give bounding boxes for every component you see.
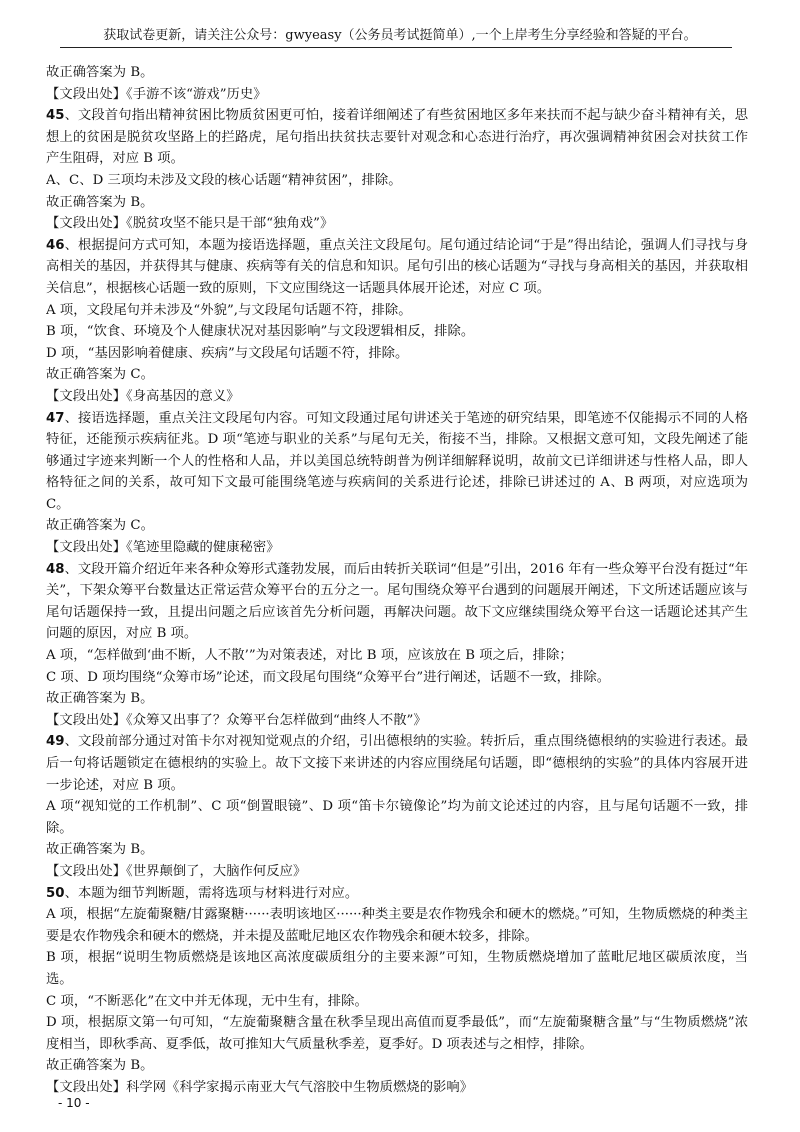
paragraph-text: 、文段前部分通过对笛卡尔对视知觉观点的介绍，引出德根纳的实验。转折后，重点围绕德根纳的实验进行表述。最后一句将话题锁定在德根纳的实验上。故下文接下来讲述的内容应围绕尾句话题，即“德根纳的实验”的具体内容展开进一步论述，对应 B 项。: [46, 734, 748, 793]
text-line: [46, 839, 748, 861]
paragraph-text: 故正确答案为 C。: [46, 518, 154, 534]
question-number: 50: [46, 885, 65, 901]
paragraph-text: C 项，“不断恶化”在文中并无体现，无中生有，排除。: [46, 993, 368, 1009]
text-line: [46, 170, 748, 192]
document-body: [46, 62, 748, 1099]
text-line: [46, 300, 748, 322]
paragraph-text: 故正确答案为 B。: [46, 842, 154, 858]
text-line: [46, 991, 748, 1013]
paragraph-text: 故正确答案为 B。: [46, 194, 154, 210]
paragraph-text: D 项，“基因影响着健康、疾病”与文段尾句话题不符，排除。: [46, 345, 409, 361]
text-line: [46, 1055, 748, 1077]
text-line: [46, 192, 748, 214]
question-number: 47: [46, 410, 65, 426]
question-number: 46: [46, 237, 65, 253]
question-number: 45: [46, 108, 65, 124]
header-text: 获取试卷更新，请关注公众号：gwyeasy（公务员考试挺简单）,一个上岸考生分享经验和答疑的平台。: [103, 28, 697, 43]
text-line: [46, 667, 748, 689]
page-header: [60, 27, 740, 49]
paragraph-text: 故正确答案为 B。: [46, 65, 154, 80]
paragraph-text: A 项，文段尾句并未涉及“外貌”,与文段尾句话题不符，排除。: [46, 302, 412, 318]
text-line: [46, 364, 748, 386]
paragraph-text: 故正确答案为 C。: [46, 367, 154, 383]
question-paragraph: [46, 235, 748, 300]
question-number: 48: [46, 561, 65, 577]
question-paragraph: [46, 731, 748, 796]
paragraph-text: 【文段出处】科学网《科学家揭示南亚大气气溶胶中生物质燃烧的影响》: [46, 1079, 474, 1095]
text-paragraph: [46, 947, 748, 990]
page-number: - 10 -: [58, 1096, 90, 1110]
text-line: [46, 688, 748, 710]
paragraph-text: 、接语选择题，重点关注文段尾句内容。可知文段通过尾句讲述关于笔迹的研究结果，即笔迹不仅能揭示不同的人格特征，还能预示疾病征兆。D 项“笔迹与职业的关系”与尾句无关，衔接不当，排除。又根据文意可知，文段先阐述了能够通过字迹来判断一个人的性格和人品，并以美国总统特朗普为例详细解释说明，故前文已详细讲述与性格人品，即人格特征之间的关系，故可知下文最可能围绕笔迹与疾病间的关系进行论述，排除已讲述过的 A、B 两项，对应选项为 C。: [46, 410, 748, 512]
text-line: [46, 710, 748, 732]
header-divider: [60, 47, 732, 48]
text-line: [46, 386, 748, 408]
paragraph-text: B 项，“饮食、环境及个人健康状况对基因影响”与文段逻辑相反，排除。: [46, 324, 475, 340]
text-line: [46, 515, 748, 537]
text-paragraph: [46, 904, 748, 947]
text-paragraph: [46, 796, 748, 839]
paragraph-text: A、C、D 三项均未涉及文段的核心话题“精神贫困”，排除。: [46, 172, 402, 188]
paragraph-text: 【文段出处】《笔迹里隐藏的健康秘密》: [46, 540, 280, 556]
text-line: [46, 321, 748, 343]
text-line: [46, 84, 748, 106]
question-number: 49: [46, 734, 65, 750]
paragraph-text: C 项、D 项均围绕“众筹市场”论述，而文段尾句围绕“众筹平台”进行阐述，话题不一致，排除。: [46, 669, 611, 685]
paragraph-text: A 项，根据“左旋葡聚糖/甘露聚糖······表明该地区······种类主要是农作物残余和硬木的燃烧。”可知，生物质燃烧的种类主要是农作物残余和硬木的燃烧，并未提及蓝毗尼地区农作物残余和硬木较多，排除。: [46, 907, 748, 944]
question-paragraph: [46, 105, 748, 170]
paragraph-text: 【文段出处】《众筹又出事了？众筹平台怎样做到“曲终人不散”》: [46, 712, 427, 728]
text-line: [46, 537, 748, 559]
paragraph-text: 【文段出处】《身高基因的意义》: [46, 388, 240, 404]
paragraph-text: 故正确答案为 B。: [46, 691, 154, 707]
question-paragraph: [46, 559, 748, 645]
paragraph-text: A 项“视知觉的工作机制”、C 项“倒置眼镜”、D 项“笛卡尔镜像论”均为前文论述过的内容，且与尾句话题不一致，排除。: [46, 799, 748, 836]
text-line: [46, 1077, 748, 1099]
paragraph-text: 【文段出处】《世界颠倒了，大脑作何反应》: [46, 863, 307, 879]
paragraph-text: 、根据提问方式可知，本题为接语选择题，重点关注文段尾句。尾句通过结论词“于是”得出结论，强调人们寻找与身高相关的基因，并获得其与健康、疾病等有关的信息和知识。尾句引出的核心话题为“寻找与身高相关的基因，并获取相关信息”，根据核心话题一致的原则，下文应围绕这一话题具体展开论述，对应 C 项。: [46, 237, 748, 296]
paragraph-text: 故正确答案为 B。: [46, 1058, 154, 1074]
paragraph-text: 、文段首句指出精神贫困比物质贫困更可怕，接着详细阐述了有些贫困地区多年来扶而不起与缺少奋斗精神有关，思想上的贫困是脱贫攻坚路上的拦路虎，尾句指出扶贫扶志要针对观念和心态进行治疗，再次强调精神贫困会对扶贫工作产生阻碍，对应 B 项。: [46, 108, 748, 167]
text-line: [46, 213, 748, 235]
text-line: [46, 343, 748, 365]
text-paragraph: [46, 1012, 748, 1055]
text-line: [46, 62, 748, 84]
paragraph-text: 【文段出处】《手游不该“游戏”历史》: [46, 86, 267, 102]
text-line: [46, 645, 748, 667]
text-line: [46, 861, 748, 883]
question-paragraph: [46, 883, 748, 905]
paragraph-text: 、文段开篇介绍近年来各种众筹形式蓬勃发展，而后由转折关联词“但是”引出，2016 年有一些众筹平台没有挺过“年关”，下架众筹平台数量达正常运营众筹平台的五分之一。尾句围绕众筹平台遇到的问题展开阐述，下文所述话题应该与尾句话题保持一致，且提出问题之后应该首先分析问题，再解决问题。故下文应继续围绕众筹平台这一话题论述其产生问题的原因，对应 B 项。: [46, 561, 748, 642]
paragraph-text: A 项，“怎样做到‘曲不断，人不散’”为对策表述，对比 B 项，应该放在 B 项之后，排除；: [46, 648, 573, 664]
paragraph-text: 【文段出处】《脱贫攻坚不能只是干部“独角戏”》: [46, 216, 334, 232]
paragraph-text: D 项，根据原文第一句可知，“左旋葡聚糖含量在秋季呈现出高值而夏季最低”，而“左旋葡聚糖含量”与“生物质燃烧”浓度相当，即秋季高、夏季低，故可推知大气质量秋季差，夏季好。D 项表述与之相悖，排除。: [46, 1015, 748, 1052]
paragraph-text: B 项，根据“说明生物质燃烧是该地区高浓度碳质组分的主要来源”可知，生物质燃烧增加了蓝毗尼地区碳质浓度，当选。: [46, 950, 748, 987]
paragraph-text: 、本题为细节判断题，需将选项与材料进行对应。: [64, 885, 359, 901]
question-paragraph: [46, 408, 748, 516]
